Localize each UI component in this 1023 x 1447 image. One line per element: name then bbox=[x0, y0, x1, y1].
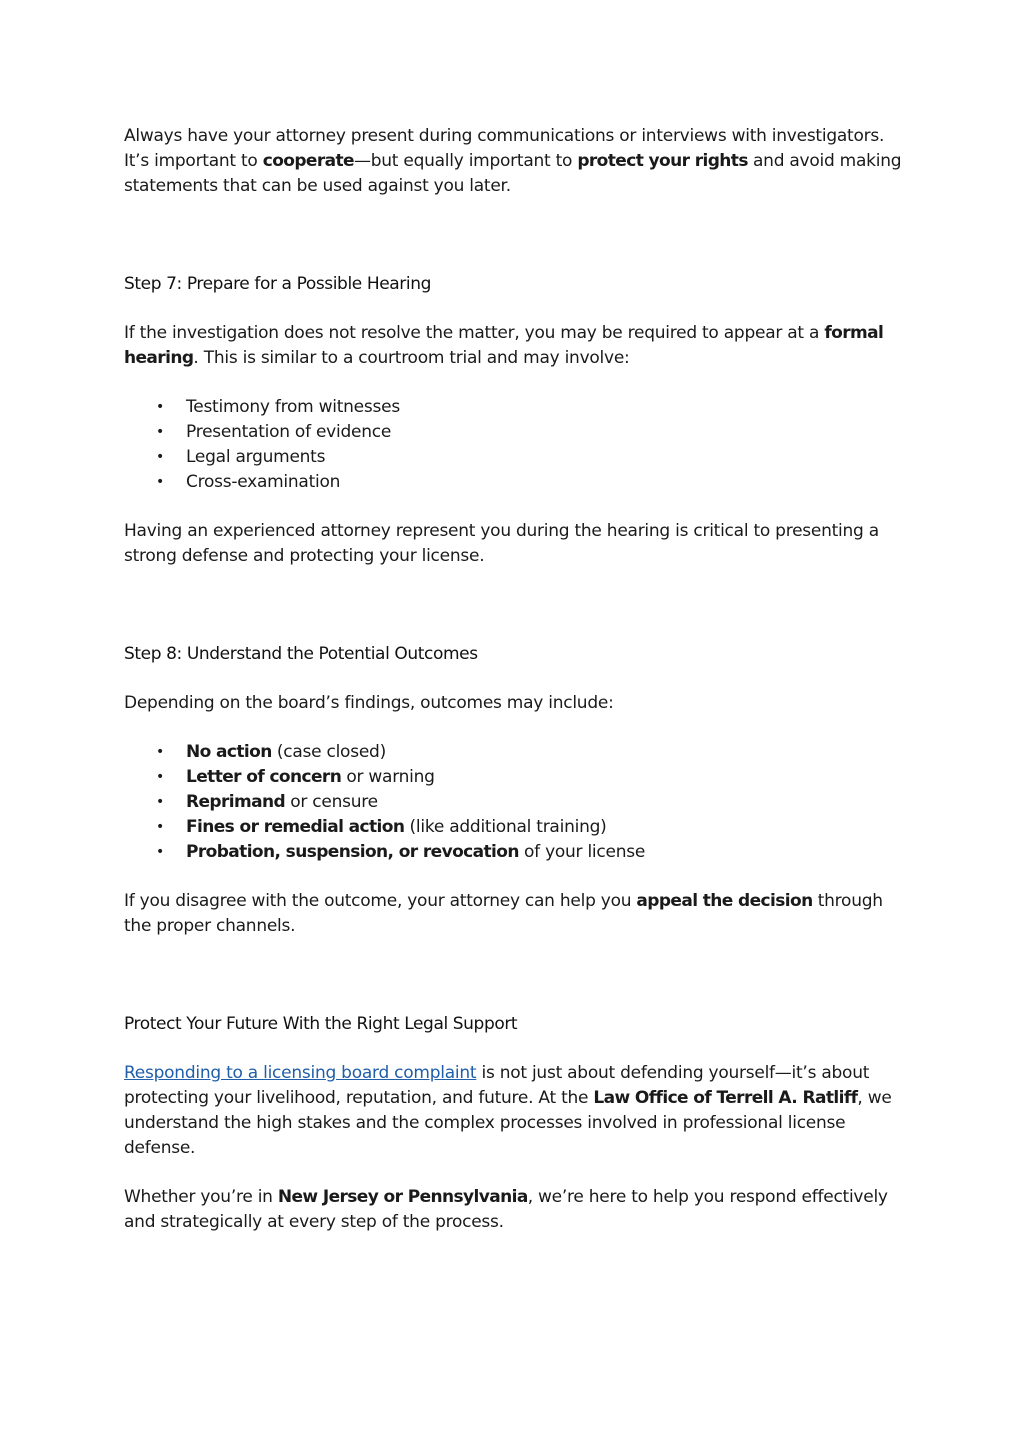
bullet-icon: • bbox=[156, 844, 165, 860]
list-item-bold: No action bbox=[186, 742, 272, 762]
bullet-icon: • bbox=[156, 474, 165, 490]
step7-text: . This is similar to a courtroom trial and may involve: bbox=[193, 348, 630, 368]
list-item bbox=[124, 740, 914, 765]
bullet-icon: • bbox=[156, 399, 165, 415]
protect-text: Whether you’re in bbox=[124, 1187, 278, 1207]
list-item bbox=[124, 470, 914, 495]
list-item-text: or censure bbox=[285, 792, 378, 812]
protect-heading: Protect Your Future With the Right Legal Support bbox=[124, 1014, 518, 1034]
bullet-icon: • bbox=[156, 449, 165, 465]
protect-text: , we understand the high stakes and the complex processes involved in professional license defense. bbox=[124, 1088, 892, 1158]
list-item bbox=[124, 445, 914, 470]
step8-heading: Step 8: Understand the Potential Outcomes bbox=[124, 644, 478, 664]
bullet-icon: • bbox=[156, 744, 165, 760]
list-item-bold: Letter of concern bbox=[186, 767, 342, 787]
list-item-text: (case closed) bbox=[271, 742, 386, 762]
protect-text: , we’re here to help you respond effectively and strategically at every step of the process. bbox=[124, 1187, 888, 1232]
protect-paragraph bbox=[124, 1061, 914, 1161]
list-item-bold: Reprimand bbox=[186, 792, 286, 812]
list-item bbox=[124, 790, 914, 815]
step8-text: through the proper channels. bbox=[124, 891, 883, 936]
bullet-icon: • bbox=[156, 819, 165, 835]
intro-bold-protect-rights: protect your rights bbox=[577, 151, 748, 171]
intro-bold-cooperate: cooperate bbox=[262, 151, 354, 171]
intro-text: and avoid making statements that can be used against you later. bbox=[124, 151, 902, 196]
bullet-icon: • bbox=[156, 424, 165, 440]
step7-bold-formal-hearing: formal hearing bbox=[124, 323, 884, 368]
step7-closing: Having an experienced attorney represent you during the hearing is critical to presenting a strong defense and protecting your license. bbox=[124, 521, 879, 566]
intro-text: —but equally important to bbox=[353, 151, 578, 171]
step7-bullet-list bbox=[124, 395, 914, 495]
list-item-text: Presentation of evidence bbox=[186, 422, 392, 442]
intro-paragraph bbox=[124, 124, 914, 199]
step8-text: If you disagree with the outcome, your attorney can help you bbox=[124, 891, 637, 911]
protect-final-paragraph bbox=[124, 1185, 914, 1235]
protect-bold-states: New Jersey or Pennsylvania bbox=[277, 1187, 528, 1207]
step7-paragraph bbox=[124, 321, 914, 371]
list-item-bold: Fines or remedial action bbox=[186, 817, 405, 837]
list-item bbox=[124, 420, 914, 445]
intro-line1: Always have your attorney present during communications or interviews with investigators. bbox=[124, 126, 885, 146]
protect-text: is not just about defending yourself—it’s about protecting your livelihood, reputation, and future. At the bbox=[124, 1063, 870, 1108]
step8-bold-appeal: appeal the decision bbox=[636, 891, 813, 911]
list-item-text: or warning bbox=[341, 767, 435, 787]
step8-closing bbox=[124, 889, 914, 939]
step8-bullet-list bbox=[124, 740, 914, 865]
list-item-text: (like additional training) bbox=[404, 817, 607, 837]
protect-bold-law-office: Law Office of Terrell A. Ratliff bbox=[593, 1088, 858, 1108]
list-item-bold: Probation, suspension, or revocation bbox=[186, 842, 519, 862]
list-item bbox=[124, 765, 914, 790]
list-item bbox=[124, 840, 914, 865]
step7-text: If the investigation does not resolve the matter, you may be required to appear at a bbox=[124, 323, 825, 343]
list-item bbox=[124, 815, 914, 840]
list-item-text: Cross-examination bbox=[186, 472, 341, 492]
step7-heading: Step 7: Prepare for a Possible Hearing bbox=[124, 274, 431, 294]
step8-intro: Depending on the board’s findings, outcomes may include: bbox=[124, 693, 614, 713]
list-item-text: Testimony from witnesses bbox=[186, 397, 400, 417]
bullet-icon: • bbox=[156, 769, 165, 785]
document-page bbox=[124, 124, 914, 1235]
bullet-icon: • bbox=[156, 794, 165, 810]
licensing-complaint-link[interactable]: Responding to a licensing board complaint bbox=[124, 1063, 477, 1083]
list-item-text: Legal arguments bbox=[186, 447, 326, 467]
list-item-text: of your license bbox=[518, 842, 646, 862]
intro-text: It’s important to bbox=[124, 151, 263, 171]
list-item bbox=[124, 395, 914, 420]
